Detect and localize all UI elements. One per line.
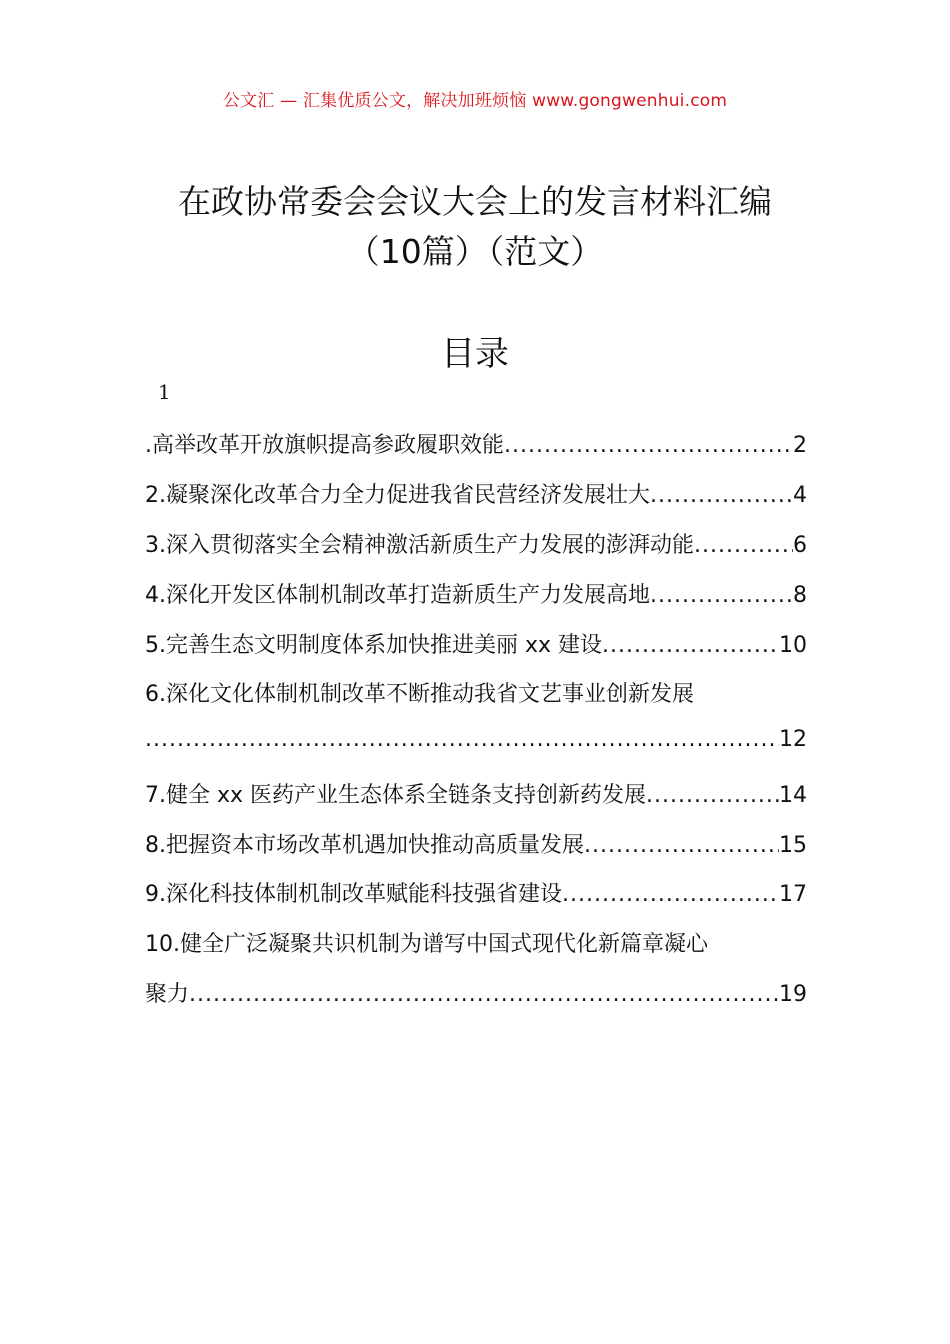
toc-item-page: 4 bbox=[793, 483, 807, 508]
toc-item-text: 7.健全 xx 医药产业生态体系全链条支持创新药发展 bbox=[145, 783, 647, 808]
toc-heading: 目录 bbox=[441, 334, 509, 374]
toc-item-text-cont: 聚力 bbox=[145, 982, 190, 1007]
toc-item-10-leader[interactable] bbox=[145, 977, 807, 1007]
toc-item-page: 15 bbox=[779, 833, 807, 858]
watermark-header: 公文汇 — 汇集优质公文，解决加班烦恼 www.gongwenhui.com bbox=[222, 91, 728, 111]
toc-item-8[interactable] bbox=[145, 828, 807, 858]
toc-leader-dots bbox=[189, 982, 779, 1007]
document-title-line2: （10篇）（范文） bbox=[346, 232, 604, 271]
document-title-line1: 在政协常委会会议大会上的发言材料汇编 bbox=[178, 182, 772, 221]
toc-leader-dots bbox=[602, 633, 779, 658]
toc-leader-dots bbox=[694, 533, 793, 558]
toc-leader-dots bbox=[145, 727, 779, 752]
toc-leader-dots bbox=[650, 483, 793, 508]
toc-item-page: 14 bbox=[779, 783, 807, 808]
toc-item-text: 5.完善生态文明制度体系加快推进美丽 xx 建设 bbox=[145, 633, 603, 658]
toc-item-text: 3.深入贯彻落实全会精神激活新质生产力发展的澎湃动能 bbox=[145, 533, 694, 558]
toc-item-page: 17 bbox=[779, 882, 807, 907]
toc-item-5[interactable] bbox=[145, 628, 807, 658]
toc-item-6-text[interactable]: 6.深化文化体制机制改革不断推动我省文艺事业创新发展 bbox=[145, 682, 694, 707]
toc-item-text: 8.把握资本市场改革机遇加快推动高质量发展 bbox=[145, 833, 584, 858]
toc-item-text: .高举改革开放旗帜提高参政履职效能 bbox=[145, 433, 504, 458]
toc-leader-dots bbox=[504, 433, 793, 458]
toc-item-page: 12 bbox=[779, 727, 807, 752]
toc-item-page: 10 bbox=[779, 633, 807, 658]
toc-leader-dots bbox=[584, 833, 779, 858]
toc-item-6-leader[interactable] bbox=[145, 727, 807, 757]
toc-item-page: 19 bbox=[779, 982, 807, 1007]
toc-item-3[interactable] bbox=[145, 528, 807, 558]
toc-item-9[interactable] bbox=[145, 877, 807, 907]
toc-item-page: 2 bbox=[793, 433, 807, 458]
toc-item-text: 2.凝聚深化改革合力全力促进我省民营经济发展壮大 bbox=[145, 483, 650, 508]
toc-item-page: 8 bbox=[793, 583, 807, 608]
toc-leader-dots bbox=[650, 583, 793, 608]
toc-first-number: 1 bbox=[158, 380, 171, 404]
toc-item-2[interactable] bbox=[145, 478, 807, 508]
toc-item-4[interactable] bbox=[145, 578, 807, 608]
toc-item-text: 9.深化科技体制机制改革赋能科技强省建设 bbox=[145, 882, 562, 907]
toc-item-10-text[interactable]: 10.健全广泛凝聚共识机制为谱写中国式现代化新篇章凝心 bbox=[145, 932, 708, 957]
toc-leader-dots bbox=[562, 882, 779, 907]
toc-item-7[interactable] bbox=[145, 778, 807, 808]
toc-leader-dots bbox=[646, 783, 779, 808]
toc-item-page: 6 bbox=[793, 533, 807, 558]
toc-item-1[interactable] bbox=[145, 428, 807, 458]
toc-item-text: 4.深化开发区体制机制改革打造新质生产力发展高地 bbox=[145, 583, 650, 608]
